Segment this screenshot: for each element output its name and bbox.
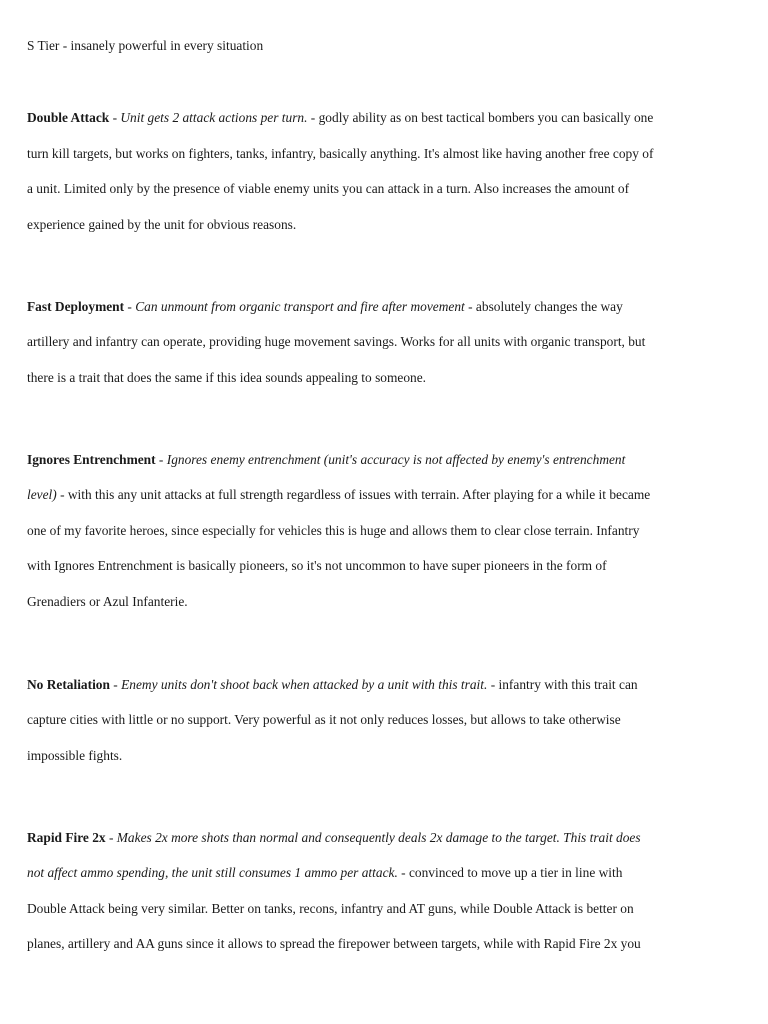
body-text: Double Attack being very similar. Better on tanks, recons, infantry and AT guns, while Double Attack is better on — [27, 901, 634, 916]
paragraph-line — [27, 676, 638, 694]
paragraph-line — [27, 216, 296, 234]
body-text: - godly ability as on best tactical bombers you can basically one — [307, 110, 654, 125]
paragraph-line — [27, 333, 645, 351]
tier-heading: S Tier - insanely powerful in every situation — [27, 38, 264, 53]
paragraph-line — [27, 522, 639, 540]
paragraph-line — [27, 145, 653, 163]
paragraph-line — [27, 557, 607, 575]
body-text: - with this any unit attacks at full strength regardless of issues with terrain. After playing for a while it became — [56, 487, 651, 502]
trait-name: Ignores Entrenchment — [27, 452, 156, 467]
trait-description: level) — [27, 487, 57, 502]
paragraph-line — [27, 864, 622, 882]
body-text: - — [124, 299, 136, 314]
body-text: - infantry with this trait can — [487, 677, 638, 692]
paragraph-line — [27, 829, 641, 847]
body-text: - convinced to move up a tier in line with — [397, 865, 623, 880]
trait-name: Rapid Fire 2x — [27, 830, 106, 845]
paragraph-line — [27, 369, 426, 387]
body-text: a unit. Limited only by the presence of viable enemy units you can attack in a turn. Also increases the amount of — [27, 181, 630, 196]
body-text: Grenadiers or Azul Infanterie. — [27, 594, 188, 609]
paragraph-line — [27, 711, 621, 729]
trait-description: Enemy units don't shoot back when attacked by a unit with this trait. — [121, 677, 488, 692]
body-text: - — [109, 677, 122, 692]
body-text: capture cities with little or no support. Very powerful as it not only reduces losses, but allows to take otherwise — [27, 712, 621, 727]
trait-name: Fast Deployment — [27, 299, 125, 314]
trait-description: Unit gets 2 attack actions per turn. — [120, 110, 308, 125]
body-text: one of my favorite heroes, since especially for vehicles this is huge and allows them to clear close terrain. Infantry — [27, 523, 640, 538]
trait-description: not affect ammo spending, the unit still consumes 1 ammo per attack. — [27, 865, 398, 880]
trait-description: Can unmount from organic transport and fire after movement — [135, 299, 465, 314]
paragraph-line — [27, 109, 653, 127]
paragraph-line — [27, 298, 623, 316]
trait-name: Double Attack — [27, 110, 110, 125]
body-text: impossible fights. — [27, 748, 123, 763]
trait-description: Ignores enemy entrenchment (unit's accuracy is not affected by enemy's entrenchment — [166, 452, 626, 467]
trait-description: Makes 2x more shots than normal and consequently deals 2x damage to the target. This trait does — [116, 830, 641, 845]
body-text: there is a trait that does the same if this idea sounds appealing to someone. — [27, 370, 427, 385]
paragraph-line — [27, 451, 625, 469]
body-text: artillery and infantry can operate, providing huge movement savings. Works for all units with organic transport, but — [27, 334, 646, 349]
body-text: with Ignores Entrenchment is basically pioneers, so it's not uncommon to have super pioneers in the form of — [27, 558, 607, 573]
body-text: - — [109, 110, 121, 125]
body-text: turn kill targets, but works on fighters, tanks, infantry, basically anything. It's almost like having another free copy of — [27, 146, 654, 161]
paragraph-line — [27, 747, 122, 765]
trait-name: No Retaliation — [27, 677, 110, 692]
paragraph-line — [27, 593, 188, 611]
body-text: - — [155, 452, 167, 467]
paragraph-line — [27, 935, 641, 953]
paragraph-line — [27, 900, 634, 918]
body-text: - absolutely changes the way — [464, 299, 623, 314]
paragraph-line — [27, 486, 650, 504]
paragraph-line — [27, 180, 629, 198]
body-text: - — [105, 830, 117, 845]
body-text: planes, artillery and AA guns since it allows to spread the firepower between targets, while with Rapid Fire 2x you — [27, 936, 641, 951]
body-text: experience gained by the unit for obvious reasons. — [27, 217, 297, 232]
